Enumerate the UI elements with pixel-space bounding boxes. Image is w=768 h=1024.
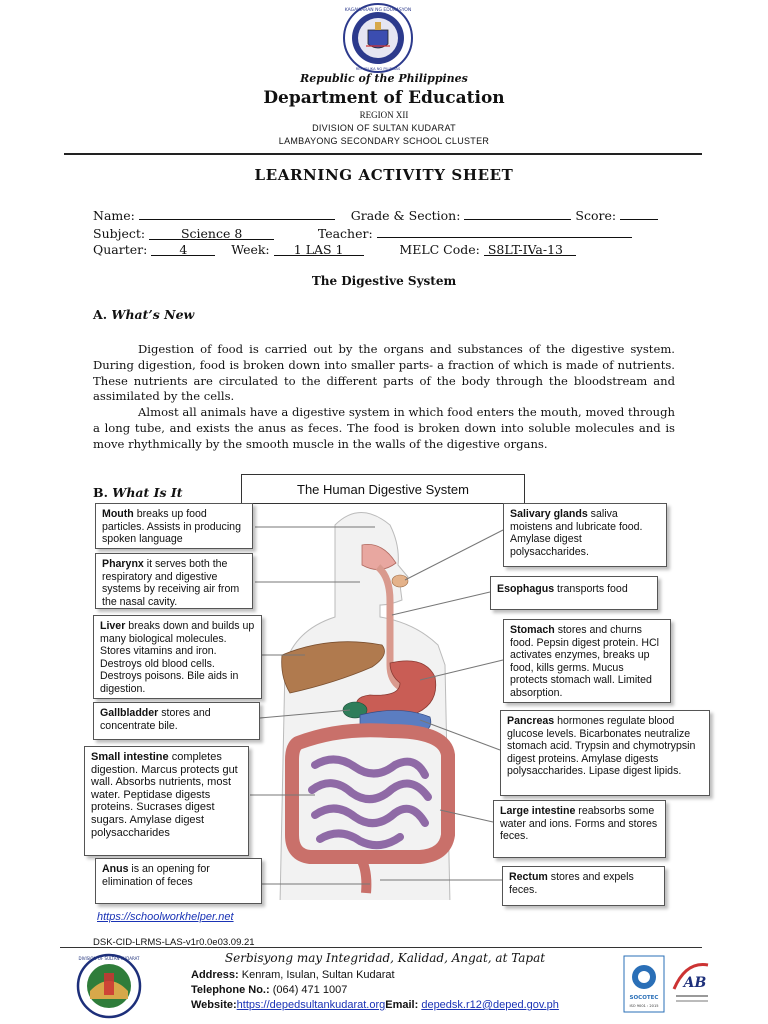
- department-heading: Department of Education: [263, 88, 505, 108]
- footer-web: [191, 999, 559, 1011]
- republic-heading: Republic of the Philippines: [300, 72, 468, 85]
- callout-salivary-glands: [503, 503, 667, 567]
- footer-address: [191, 969, 395, 981]
- seal-text: KAGAWARAN NG EDUKASYON: [344, 8, 412, 13]
- melc-field[interactable]: S8LT-IVa-13: [484, 242, 576, 256]
- callout-esophagus: [490, 576, 658, 610]
- melc-label: MELC Code:: [399, 242, 480, 257]
- week-label: Week:: [231, 242, 270, 257]
- callout-stomach: [503, 619, 671, 703]
- callout-mouth-desc: breaks up food particles. Assists in producing spoken language: [102, 508, 241, 546]
- callout-stomach-desc: stores and churns food. Pepsin digest protein. HCl activates enzymes, breaks up food, kills germs. Mucus protects stomach wall. Limited absorption.: [510, 624, 659, 699]
- callout-small-intestine: [84, 746, 249, 856]
- section-a-letter: A.: [93, 307, 108, 322]
- diagram-title: The Human Digestive System: [241, 474, 525, 504]
- callout-salivary-desc: saliva moistens and lubricate food. Amylase digest polysaccharides.: [510, 508, 643, 558]
- callout-pharynx-term: Pharynx: [102, 558, 144, 570]
- quarter-label: Quarter:: [93, 242, 148, 257]
- email-label: Email:: [385, 999, 419, 1011]
- callout-liver-desc: breaks down and builds up many biological molecules. Stores vitamins and iron. Destroys old blood cells. Destroys poisons. Bile aids in digestion.: [100, 620, 255, 695]
- section-b-letter: B.: [93, 485, 108, 500]
- socotec-text: SOCOTEC: [629, 995, 659, 1001]
- subject-field[interactable]: Science 8: [149, 226, 274, 240]
- digestive-system-figure: [240, 505, 500, 900]
- callout-gallbladder-desc: stores and concentrate bile.: [100, 707, 211, 732]
- form-row-name: [93, 206, 658, 223]
- callout-esophagus-term: Esophagus: [497, 583, 555, 595]
- source-link[interactable]: https://schoolworkhelper.net: [97, 911, 234, 923]
- address-label: Address:: [191, 969, 239, 981]
- document-title: The Digestive System: [311, 274, 457, 288]
- callout-gallbladder-term: Gallbladder: [100, 707, 159, 719]
- teacher-field[interactable]: [377, 224, 632, 238]
- callout-pancreas: [500, 710, 710, 796]
- section-b-heading: [93, 485, 183, 500]
- callout-rectum: [502, 866, 665, 906]
- sheet-title: LEARNING ACTIVITY SHEET: [254, 166, 514, 184]
- cluster-heading: LAMBAYONG SECONDARY SCHOOL CLUSTER: [278, 136, 490, 146]
- email-link[interactable]: depedsk.r12@deped.gov.ph: [421, 999, 559, 1011]
- callout-small-intestine-term: Small intestine: [91, 751, 169, 763]
- form-row-subject: [93, 224, 632, 241]
- week-field[interactable]: 1 LAS 1: [274, 242, 364, 256]
- teacher-label: Teacher:: [317, 226, 373, 241]
- socotec-subtext: ISO 9001 : 2015: [629, 1004, 659, 1008]
- callout-rectum-term: Rectum: [509, 871, 548, 883]
- name-label: Name:: [93, 208, 135, 223]
- callout-gallbladder: [93, 702, 260, 740]
- callout-salivary-term: Salivary glands: [510, 508, 588, 520]
- callout-anus: [95, 858, 262, 904]
- name-field[interactable]: [139, 206, 335, 220]
- division-logo: [68, 953, 150, 1019]
- callout-pharynx-desc: it serves both the respiratory and digestive systems by receiving air from the nasal cavity.: [102, 558, 240, 608]
- callout-large-intestine: [493, 800, 666, 858]
- ab-text: AB: [683, 975, 707, 991]
- grade-section-label: Grade & Section:: [350, 208, 461, 223]
- socotec-certification-logo: [623, 955, 665, 1013]
- callout-liver-term: Liver: [100, 620, 126, 632]
- paragraph-2: Almost all animals have a digestive system in which food enters the mouth, moved through a long tube, and exists the anus as feces. The food is broken down into soluble molecules and is move rhythmically by the smooth muscle in the walls of the digestive organs.: [93, 405, 675, 451]
- footer-motto: Serbisyong may Integridad, Kalidad, Angat, at Tapat: [224, 951, 546, 965]
- callout-rectum-desc: stores and expels feces.: [509, 871, 634, 896]
- section-a-title: What’s New: [111, 307, 195, 322]
- deped-seal-logo: [336, 2, 420, 74]
- footer-phone: [191, 984, 347, 996]
- section-a-heading: [93, 307, 194, 322]
- callout-stomach-term: Stomach: [510, 624, 555, 636]
- website-label: Website:: [191, 999, 237, 1011]
- callout-mouth-term: Mouth: [102, 508, 134, 520]
- grade-section-field[interactable]: [464, 206, 571, 220]
- document-code: DSK-CID-LRMS-LAS-v1r0.0e03.09.21: [93, 937, 255, 948]
- callout-esophagus-desc: transports food: [554, 583, 628, 595]
- callout-pancreas-desc: hormones regulate blood glucose levels. Bicarbonates neutralize stomach acid. Trypsin and chymotrypsin digest proteins. Amylase digests polysaccharides. Lipase digest lipids.: [507, 715, 696, 778]
- paragraph-1: Digestion of food is carried out by the organs and substances of the digestive system. During digestion, food is broken down into smaller parts- a fraction of which is made of nutrients. These nutrients are circulated to the different parts of the body through the bloodstream and assimilated by the cells.: [93, 342, 675, 404]
- callout-large-intestine-term: Large intestine: [500, 805, 576, 817]
- ab-certification-logo: [668, 955, 716, 1013]
- callout-anus-desc: is an opening for elimination of feces: [102, 863, 210, 888]
- callout-anus-term: Anus: [102, 863, 129, 875]
- website-link[interactable]: https://depedsultankudarat.org: [236, 999, 386, 1011]
- phone-label: Telephone No.:: [191, 984, 270, 996]
- phone-value: (064) 471 1007: [269, 984, 348, 996]
- quarter-field[interactable]: 4: [151, 242, 215, 256]
- division-heading: DIVISION OF SULTAN KUDARAT: [312, 123, 456, 133]
- callout-small-intestine-desc: completes digestion. Marcus protects gut wall. Absorbs nutrients, most water. Peptidase digests proteins. Sucrases digest sugars. Amylase digest polysaccharides: [91, 751, 238, 839]
- region-heading: REGION XII: [359, 110, 409, 120]
- callout-mouth: [95, 503, 253, 549]
- score-field[interactable]: [620, 206, 658, 220]
- callout-pharynx: [95, 553, 253, 609]
- callout-pancreas-term: Pancreas: [507, 715, 555, 727]
- seal-subtext: REPUBLIKA NG PILIPINAS: [355, 67, 401, 71]
- callout-large-intestine-desc: reabsorbs some water and ions. Forms and stores feces.: [500, 805, 658, 843]
- division-logo-text: DIVISION OF SULTAN KUDARAT: [78, 956, 140, 961]
- form-row-quarter: [93, 242, 576, 257]
- header-divider: [64, 153, 702, 155]
- score-label: Score:: [575, 208, 617, 223]
- salivary-gland-icon: [392, 575, 408, 587]
- address-value: Kenram, Isulan, Sultan Kudarat: [238, 969, 395, 981]
- footer-divider: [60, 947, 702, 948]
- callout-liver: [93, 615, 262, 699]
- section-b-title: What Is It: [112, 485, 183, 500]
- subject-label: Subject:: [93, 226, 146, 241]
